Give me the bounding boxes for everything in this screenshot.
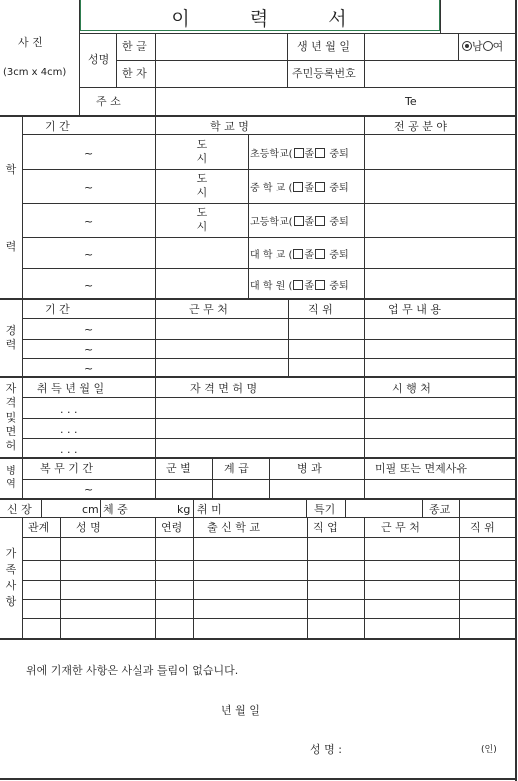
career-tilde-1: ~	[84, 323, 94, 336]
career-section-label: 경 력	[5, 324, 17, 351]
title-box	[80, 0, 440, 31]
religion-label: 종교	[429, 503, 451, 516]
photo-size: (3cm x 4cm)	[3, 67, 67, 78]
skill-label: 특기	[314, 503, 336, 516]
graduated-checkbox-icon[interactable]	[293, 249, 303, 259]
signature-label: 성 명 :	[310, 743, 342, 756]
education-major-header: 전 공 분 야	[394, 120, 447, 133]
career-duties-header: 업 무 내 용	[388, 303, 441, 316]
education-city-2: 도 시	[196, 172, 208, 199]
dropout-checkbox-icon[interactable]	[315, 148, 325, 158]
education-period-header: 기 간	[45, 120, 70, 133]
page-title: 이 력 서	[171, 8, 349, 30]
tel-label: Te	[405, 95, 417, 108]
education-row-5: 대 학 원 ( 졸 중퇴	[250, 281, 349, 292]
weight-label: 체 중	[103, 503, 128, 516]
family-name-header: 성 명	[76, 521, 101, 534]
graduated-checkbox-icon[interactable]	[294, 216, 304, 226]
photo-right-border	[79, 0, 80, 116]
license-name-header: 자 격 면 허 명	[190, 382, 258, 395]
military-section-label: 병 역	[6, 466, 16, 490]
dropout-checkbox-icon[interactable]	[315, 216, 325, 226]
resident-number-label: 주민등록번호	[292, 67, 356, 80]
education-row-4: 대 학 교 ( 졸 중퇴	[250, 250, 349, 261]
career-tilde-3: ~	[84, 362, 94, 375]
gender-selector[interactable]	[462, 41, 503, 52]
career-position-header: 직 위	[308, 303, 333, 316]
resident-number-field[interactable]	[365, 61, 515, 87]
education-section-label-2: 력	[5, 240, 17, 253]
education-school-header: 학 교 명	[210, 120, 249, 133]
military-tilde: ~	[84, 483, 94, 496]
family-school-header: 출 신 학 교	[207, 521, 260, 534]
education-row-3: 고등학교( 졸 중퇴	[250, 217, 349, 228]
statement-text: 위에 기재한 사항은 사실과 틀림이 없습니다.	[26, 664, 239, 677]
military-rank-header: 계 급	[224, 462, 249, 475]
license-section-label: 자 격 및 면 허	[5, 382, 17, 453]
graduated-checkbox-icon[interactable]	[294, 148, 304, 158]
family-age-header: 연령	[161, 521, 183, 534]
career-period-header: 기 간	[45, 303, 70, 316]
family-job-header: 직 업	[313, 521, 338, 534]
education-row-2: 중 학 교 ( 졸 중퇴	[250, 183, 349, 194]
height-label: 신 장	[7, 503, 32, 516]
education-section-label-1: 학	[5, 163, 17, 176]
hobby-label: 취 미	[197, 503, 222, 516]
name-hangul-field[interactable]	[156, 34, 287, 60]
graduated-checkbox-icon[interactable]	[293, 280, 303, 290]
name-hangul-label: 한 글	[122, 40, 147, 53]
military-exempt-header: 미필 또는 면제사유	[375, 462, 468, 475]
family-section-label: 가 족 사 항	[5, 547, 17, 608]
seal-mark: (인)	[481, 745, 497, 755]
education-city-1: 도 시	[196, 138, 208, 165]
male-radio-icon[interactable]	[462, 41, 472, 51]
license-date-header: 취 득 년 월 일	[37, 382, 105, 395]
date-line: 년 월 일	[221, 704, 260, 717]
career-tilde-2: ~	[84, 343, 94, 356]
education-tilde-4: ~	[84, 248, 94, 261]
graduated-checkbox-icon[interactable]	[293, 182, 303, 192]
dropout-checkbox-icon[interactable]	[315, 249, 325, 259]
education-tilde-3: ~	[84, 215, 94, 228]
military-branch-header: 군 별	[166, 462, 191, 475]
education-tilde-1: ~	[84, 147, 94, 160]
family-company-header: 근 무 처	[381, 521, 420, 534]
gender-male-label: 남	[472, 40, 483, 53]
family-position-header: 직 위	[470, 521, 495, 534]
birth-field[interactable]	[365, 34, 458, 60]
name-hanja-field[interactable]	[156, 61, 287, 87]
right-border	[515, 0, 517, 781]
weight-unit: kg	[177, 503, 191, 516]
military-type-header: 병 과	[297, 462, 322, 475]
name-hanja-label: 한 자	[122, 67, 147, 80]
title-right-border	[440, 0, 441, 33]
license-issuer-header: 시 행 처	[392, 382, 431, 395]
gender-female-label: 여	[492, 40, 504, 53]
address-label: 주 소	[96, 95, 121, 108]
photo-label: 사 진	[18, 36, 43, 49]
name-label: 성명	[88, 53, 110, 66]
education-tilde-5: ~	[84, 279, 94, 292]
license-date-marks-1: . . .	[60, 403, 78, 416]
dropout-checkbox-icon[interactable]	[315, 182, 325, 192]
height-unit: cm	[82, 503, 99, 516]
career-company-header: 근 무 처	[189, 303, 228, 316]
family-relation-header: 관계	[28, 521, 50, 534]
military-period-header: 복 무 기 간	[40, 462, 93, 475]
female-radio-icon[interactable]	[483, 41, 493, 51]
dropout-checkbox-icon[interactable]	[315, 280, 325, 290]
education-city-3: 도 시	[196, 206, 208, 233]
license-date-marks-2: . . .	[60, 423, 78, 436]
education-tilde-2: ~	[84, 181, 94, 194]
license-date-marks-3: . . .	[60, 443, 78, 456]
birth-label: 생 년 월 일	[297, 40, 350, 53]
bottom-border	[0, 778, 517, 780]
education-row-1: 초등학교( 졸 중퇴	[250, 149, 349, 160]
